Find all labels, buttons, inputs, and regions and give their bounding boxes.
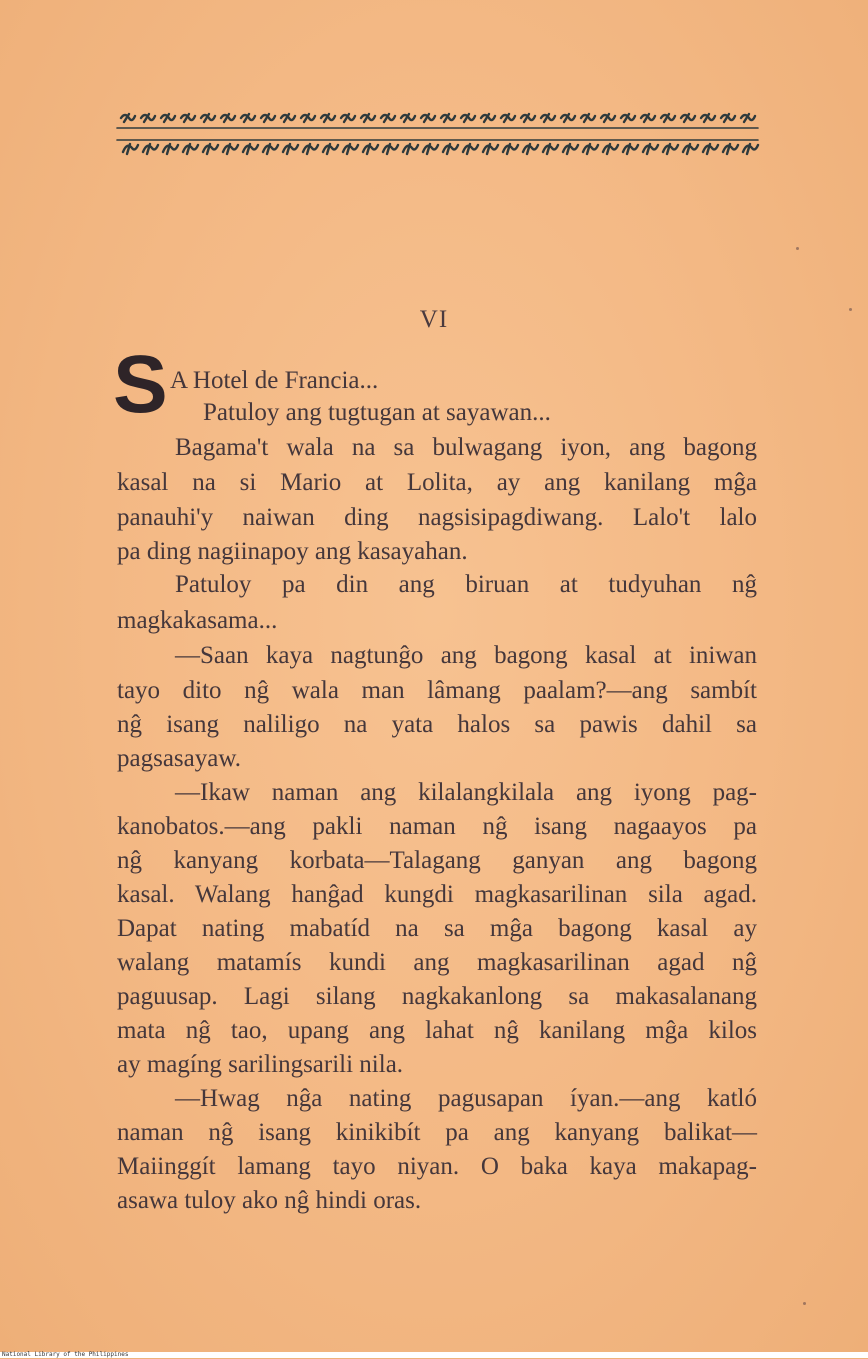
ornament-stroke xyxy=(381,114,395,122)
ornament-stroke xyxy=(441,114,455,122)
ornament-stroke xyxy=(643,144,658,154)
text-line: A Hotel de Francia... xyxy=(170,367,379,394)
ornament-stroke xyxy=(721,114,735,122)
text-line: —Saan kaya nagtunĝo ang bagong kasal at iniwan xyxy=(175,642,757,669)
ornament-stroke xyxy=(221,114,235,122)
ornament-stroke xyxy=(601,114,615,122)
ornament-stroke xyxy=(581,114,595,122)
ornament-stroke xyxy=(443,144,458,154)
ornament-stroke xyxy=(223,144,238,154)
ornament-stroke xyxy=(243,144,258,154)
ornament-stroke xyxy=(401,114,415,122)
ornament-stroke xyxy=(183,144,198,154)
ornament-stroke xyxy=(261,114,275,122)
ornament-stroke xyxy=(701,114,715,122)
ornament-stroke xyxy=(283,144,298,154)
ornament-stroke xyxy=(123,144,138,154)
ornament-stroke xyxy=(323,144,338,154)
ornament-stroke xyxy=(541,114,555,122)
text-line: kasal. Walang hanĝad kungdi magkasarilinan sila agad. xyxy=(117,881,757,908)
ornament-stroke xyxy=(723,144,738,154)
ornament-stroke xyxy=(621,114,635,122)
ornament-stroke xyxy=(481,114,495,122)
ornament-stroke xyxy=(141,114,155,122)
ornament-stroke xyxy=(683,144,698,154)
ornament-stroke xyxy=(743,144,758,154)
text-line: —Ikaw naman ang kilalangkilala ang iyong pag- xyxy=(175,779,757,806)
text-line: nĝ isang naliligo na yata halos sa pawis dahil sa xyxy=(117,711,757,738)
ornament-stroke xyxy=(343,144,358,154)
text-line: nĝ kanyang korbata—Talagang ganyan ang bagong xyxy=(117,847,757,874)
text-line: mata nĝ tao, upang ang lahat nĝ kanilang mĝa kilos xyxy=(117,1017,757,1044)
ornament-stroke xyxy=(163,144,178,154)
text-line: panauhi'y naiwan ding nagsisipagdiwang. Lalo't lalo xyxy=(117,504,757,531)
ornament-stroke xyxy=(263,144,278,154)
drop-cap: S xyxy=(113,339,168,430)
ornament-stroke xyxy=(461,114,475,122)
text-line: pagsasayaw. xyxy=(117,745,242,772)
ornament-stroke xyxy=(463,144,478,154)
ornament-stroke xyxy=(483,144,498,154)
ornament-stroke xyxy=(143,144,158,154)
text-line: paguusap. Lagi silang nagkakanlong sa makasalanang xyxy=(117,983,757,1010)
ornament-stroke xyxy=(303,144,318,154)
text-line: pa ding nagiinapoy ang kasayahan. xyxy=(117,538,468,565)
ornament-stroke xyxy=(383,144,398,154)
ornament-stroke xyxy=(321,114,335,122)
paper-speck xyxy=(849,308,852,311)
ornament-stroke xyxy=(363,144,378,154)
text-line: naman nĝ isang kinikibít pa ang kanyang balikat— xyxy=(117,1119,757,1146)
ornament-stroke xyxy=(741,114,755,122)
ornament-stroke xyxy=(241,114,255,122)
text-line: kasal na si Mario at Lolita, ay ang kanilang mĝa xyxy=(117,469,757,496)
ornament-stroke xyxy=(161,114,175,122)
ornament-stroke xyxy=(583,144,598,154)
ornament-stroke xyxy=(423,144,438,154)
ornament-stroke xyxy=(603,144,618,154)
text-line: Bagama't wala na sa bulwagang iyon, ang bagong xyxy=(175,434,757,461)
text-line: kanobatos.—ang pakli naman nĝ isang nagaayos pa xyxy=(117,813,757,840)
ornament-stroke xyxy=(181,114,195,122)
ornament-stroke xyxy=(703,144,718,154)
ornament-stroke xyxy=(561,114,575,122)
text-line: Patuloy pa din ang biruan at tudyuhan nĝ xyxy=(175,571,757,598)
paper-speck xyxy=(796,247,799,250)
footer-credit: National Library of the Philippines xyxy=(2,1351,129,1358)
footer-strip xyxy=(0,1352,868,1358)
ornament-stroke xyxy=(301,114,315,122)
ornament-stroke xyxy=(661,114,675,122)
ornament-stroke xyxy=(641,114,655,122)
text-line: ay magíng sarilingsarili nila. xyxy=(117,1051,404,1078)
ornament-stroke xyxy=(523,144,538,154)
text-line: asawa tuloy ako nĝ hindi oras. xyxy=(117,1187,422,1214)
ornament-stroke xyxy=(341,114,355,122)
ornament-stroke xyxy=(203,144,218,154)
paper-speck xyxy=(803,1302,806,1305)
ornament-stroke xyxy=(361,114,375,122)
ornament-stroke xyxy=(201,114,215,122)
text-line: Patuloy ang tugtugan at sayawan... xyxy=(203,399,551,426)
ornament-stroke xyxy=(521,114,535,122)
ornament-stroke xyxy=(663,144,678,154)
text-line: —Hwag nĝa nating pagusapan íyan.—ang katló xyxy=(175,1085,757,1112)
ornament-stroke xyxy=(501,114,515,122)
text-line: magkakasama... xyxy=(117,607,278,634)
ornament-stroke xyxy=(503,144,518,154)
decorative-ornament-band xyxy=(115,108,760,160)
text-line: tayo dito nĝ wala man lâmang paalam?—ang sambít xyxy=(117,677,757,704)
text-line: Maiinggít lamang tayo niyan. O baka kaya makapag- xyxy=(117,1153,757,1180)
ornament-stroke xyxy=(421,114,435,122)
ornament-stroke xyxy=(281,114,295,122)
ornament-stroke xyxy=(623,144,638,154)
ornament-stroke xyxy=(563,144,578,154)
ornament-stroke xyxy=(681,114,695,122)
chapter-number: VI xyxy=(419,306,449,333)
ornament-stroke xyxy=(121,114,135,122)
ornament-stroke xyxy=(543,144,558,154)
text-line: walang matamís kundi ang magkasarilinan agad nĝ xyxy=(117,949,757,976)
text-line: Dapat nating mabatíd na sa mĝa bagong kasal ay xyxy=(117,915,757,942)
ornament-stroke xyxy=(403,144,418,154)
